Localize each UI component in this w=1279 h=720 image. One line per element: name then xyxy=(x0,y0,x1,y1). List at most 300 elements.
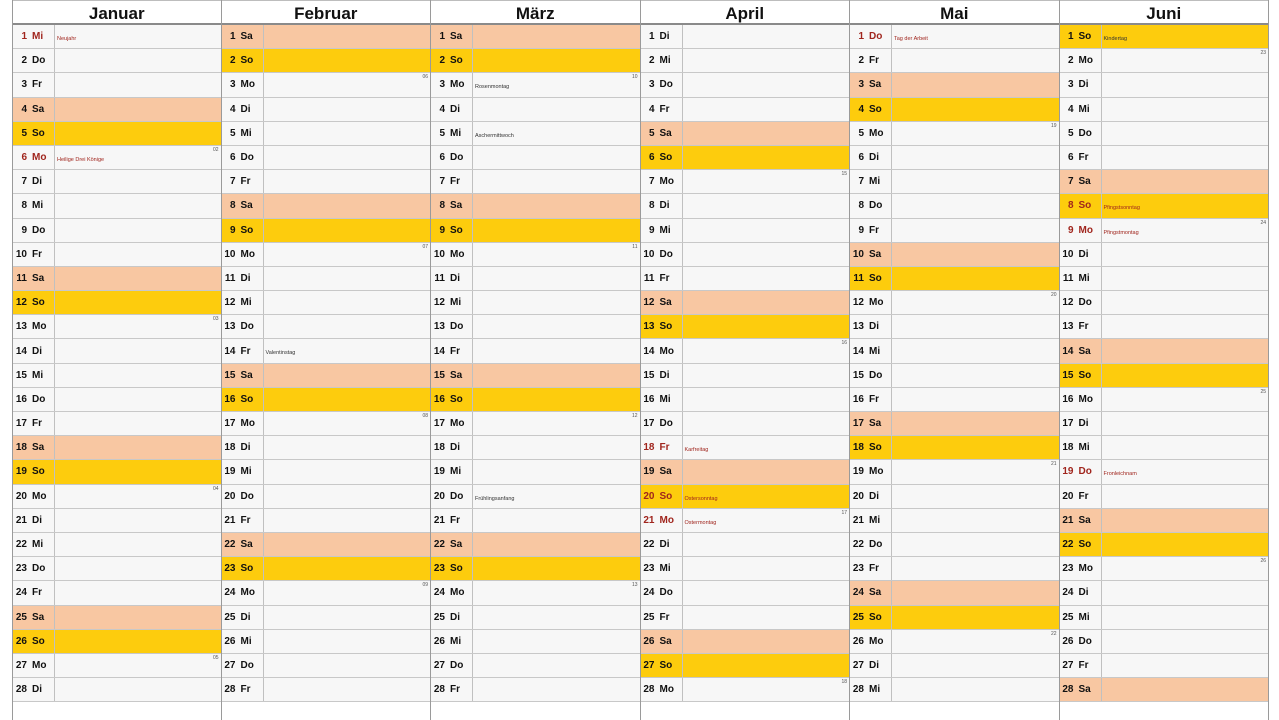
day-row[interactable] xyxy=(850,25,1059,49)
day-row[interactable] xyxy=(431,412,640,436)
day-row[interactable] xyxy=(222,267,431,291)
day-entry-cell[interactable] xyxy=(55,388,221,411)
day-row[interactable] xyxy=(222,557,431,581)
day-row[interactable] xyxy=(13,98,221,122)
day-entry-cell[interactable] xyxy=(683,73,850,96)
day-entry-cell[interactable] xyxy=(473,194,640,217)
day-entry-cell[interactable] xyxy=(473,98,640,121)
day-row[interactable] xyxy=(1060,339,1269,363)
day-row[interactable] xyxy=(1060,533,1269,557)
day-row[interactable] xyxy=(222,146,431,170)
day-row[interactable] xyxy=(431,460,640,484)
day-row[interactable] xyxy=(1060,460,1269,484)
day-row[interactable] xyxy=(850,267,1059,291)
day-entry-cell[interactable] xyxy=(473,146,640,169)
day-entry-cell[interactable] xyxy=(1102,364,1269,387)
day-entry-cell[interactable] xyxy=(55,219,221,242)
day-entry-cell[interactable] xyxy=(892,170,1059,193)
day-row[interactable] xyxy=(13,533,221,557)
day-row[interactable] xyxy=(222,678,431,702)
day-entry-cell[interactable] xyxy=(264,243,431,266)
day-row[interactable] xyxy=(222,339,431,363)
day-row[interactable] xyxy=(431,243,640,267)
day-entry-cell[interactable] xyxy=(55,25,221,48)
day-entry-cell[interactable] xyxy=(892,436,1059,459)
day-row[interactable] xyxy=(431,73,640,97)
day-entry-cell[interactable] xyxy=(473,581,640,604)
day-entry-cell[interactable] xyxy=(264,315,431,338)
day-row[interactable] xyxy=(431,364,640,388)
day-row[interactable] xyxy=(1060,678,1269,702)
day-entry-cell[interactable] xyxy=(473,460,640,483)
day-row[interactable] xyxy=(641,606,850,630)
day-row[interactable] xyxy=(431,170,640,194)
day-row[interactable] xyxy=(1060,606,1269,630)
day-entry-cell[interactable] xyxy=(1102,678,1269,701)
day-entry-cell[interactable] xyxy=(1102,460,1269,483)
day-entry-cell[interactable] xyxy=(55,460,221,483)
day-entry-cell[interactable] xyxy=(1102,339,1269,362)
day-row[interactable] xyxy=(1060,98,1269,122)
day-row[interactable] xyxy=(13,460,221,484)
day-row[interactable] xyxy=(641,581,850,605)
day-entry-cell[interactable] xyxy=(55,73,221,96)
day-entry-cell[interactable] xyxy=(683,243,850,266)
day-entry-cell[interactable] xyxy=(1102,436,1269,459)
day-row[interactable] xyxy=(222,194,431,218)
day-entry-cell[interactable] xyxy=(473,557,640,580)
day-row[interactable] xyxy=(1060,73,1269,97)
day-row[interactable] xyxy=(13,581,221,605)
day-entry-cell[interactable] xyxy=(683,170,850,193)
day-entry-cell[interactable] xyxy=(473,654,640,677)
day-entry-cell[interactable] xyxy=(473,364,640,387)
day-entry-cell[interactable] xyxy=(55,170,221,193)
day-row[interactable] xyxy=(431,654,640,678)
day-row[interactable] xyxy=(13,291,221,315)
day-row[interactable] xyxy=(850,436,1059,460)
day-entry-cell[interactable] xyxy=(55,146,221,169)
day-entry-cell[interactable] xyxy=(264,122,431,145)
day-entry-cell[interactable] xyxy=(1102,509,1269,532)
day-entry-cell[interactable] xyxy=(892,243,1059,266)
day-entry-cell[interactable] xyxy=(683,460,850,483)
day-row[interactable] xyxy=(431,122,640,146)
day-row[interactable] xyxy=(222,122,431,146)
day-entry-cell[interactable] xyxy=(892,412,1059,435)
day-row[interactable] xyxy=(431,533,640,557)
day-entry-cell[interactable] xyxy=(55,267,221,290)
day-row[interactable] xyxy=(222,243,431,267)
day-entry-cell[interactable] xyxy=(683,412,850,435)
day-row[interactable] xyxy=(13,146,221,170)
day-row[interactable] xyxy=(13,557,221,581)
day-row[interactable] xyxy=(431,581,640,605)
day-row[interactable] xyxy=(641,291,850,315)
day-row[interactable] xyxy=(641,630,850,654)
day-row[interactable] xyxy=(641,678,850,702)
day-entry-cell[interactable] xyxy=(264,557,431,580)
day-entry-cell[interactable] xyxy=(892,98,1059,121)
day-row[interactable] xyxy=(431,25,640,49)
day-row[interactable] xyxy=(431,678,640,702)
day-entry-cell[interactable] xyxy=(264,460,431,483)
day-entry-cell[interactable] xyxy=(264,194,431,217)
day-entry-cell[interactable] xyxy=(892,678,1059,701)
day-entry-cell[interactable] xyxy=(55,98,221,121)
day-entry-cell[interactable] xyxy=(683,339,850,362)
day-row[interactable] xyxy=(850,146,1059,170)
day-row[interactable] xyxy=(431,557,640,581)
day-entry-cell[interactable] xyxy=(683,654,850,677)
day-row[interactable] xyxy=(13,678,221,702)
day-entry-cell[interactable] xyxy=(892,581,1059,604)
day-row[interactable] xyxy=(641,98,850,122)
day-row[interactable] xyxy=(850,98,1059,122)
day-row[interactable] xyxy=(222,364,431,388)
day-entry-cell[interactable] xyxy=(892,460,1059,483)
day-row[interactable] xyxy=(1060,243,1269,267)
day-row[interactable] xyxy=(641,654,850,678)
day-row[interactable] xyxy=(641,219,850,243)
day-row[interactable] xyxy=(13,219,221,243)
day-entry-cell[interactable] xyxy=(892,194,1059,217)
day-row[interactable] xyxy=(850,49,1059,73)
day-row[interactable] xyxy=(1060,388,1269,412)
day-entry-cell[interactable] xyxy=(55,339,221,362)
day-entry-cell[interactable] xyxy=(892,267,1059,290)
day-entry-cell[interactable] xyxy=(473,243,640,266)
day-row[interactable] xyxy=(13,170,221,194)
day-row[interactable] xyxy=(641,146,850,170)
day-entry-cell[interactable] xyxy=(473,219,640,242)
day-entry-cell[interactable] xyxy=(473,436,640,459)
day-entry-cell[interactable] xyxy=(473,533,640,556)
day-entry-cell[interactable] xyxy=(1102,485,1269,508)
day-row[interactable] xyxy=(431,194,640,218)
day-entry-cell[interactable] xyxy=(473,606,640,629)
day-entry-cell[interactable] xyxy=(473,509,640,532)
day-row[interactable] xyxy=(1060,509,1269,533)
day-row[interactable] xyxy=(1060,49,1269,73)
day-entry-cell[interactable] xyxy=(683,678,850,701)
day-entry-cell[interactable] xyxy=(1102,194,1269,217)
day-entry-cell[interactable] xyxy=(892,364,1059,387)
day-row[interactable] xyxy=(13,339,221,363)
day-entry-cell[interactable] xyxy=(683,291,850,314)
day-entry-cell[interactable] xyxy=(55,243,221,266)
day-entry-cell[interactable] xyxy=(892,146,1059,169)
day-row[interactable] xyxy=(641,122,850,146)
day-row[interactable] xyxy=(641,557,850,581)
day-row[interactable] xyxy=(850,388,1059,412)
day-entry-cell[interactable] xyxy=(55,485,221,508)
day-entry-cell[interactable] xyxy=(892,388,1059,411)
day-entry-cell[interactable] xyxy=(55,315,221,338)
day-row[interactable] xyxy=(431,388,640,412)
day-entry-cell[interactable] xyxy=(473,49,640,72)
day-entry-cell[interactable] xyxy=(1102,606,1269,629)
day-row[interactable] xyxy=(222,412,431,436)
day-row[interactable] xyxy=(1060,315,1269,339)
day-row[interactable] xyxy=(850,73,1059,97)
day-entry-cell[interactable] xyxy=(55,291,221,314)
day-entry-cell[interactable] xyxy=(264,436,431,459)
day-entry-cell[interactable] xyxy=(1102,98,1269,121)
day-row[interactable] xyxy=(1060,146,1269,170)
day-entry-cell[interactable] xyxy=(473,315,640,338)
day-row[interactable] xyxy=(1060,412,1269,436)
day-row[interactable] xyxy=(850,581,1059,605)
day-row[interactable] xyxy=(1060,25,1269,49)
day-entry-cell[interactable] xyxy=(264,388,431,411)
day-row[interactable] xyxy=(222,25,431,49)
day-row[interactable] xyxy=(222,654,431,678)
day-entry-cell[interactable] xyxy=(892,122,1059,145)
day-row[interactable] xyxy=(641,25,850,49)
day-row[interactable] xyxy=(641,243,850,267)
day-row[interactable] xyxy=(222,509,431,533)
day-entry-cell[interactable] xyxy=(1102,49,1269,72)
day-row[interactable] xyxy=(850,122,1059,146)
day-entry-cell[interactable] xyxy=(264,146,431,169)
day-row[interactable] xyxy=(850,606,1059,630)
day-entry-cell[interactable] xyxy=(55,557,221,580)
day-entry-cell[interactable] xyxy=(55,581,221,604)
day-row[interactable] xyxy=(850,364,1059,388)
day-row[interactable] xyxy=(13,243,221,267)
day-entry-cell[interactable] xyxy=(55,678,221,701)
day-entry-cell[interactable] xyxy=(473,122,640,145)
day-row[interactable] xyxy=(641,364,850,388)
day-entry-cell[interactable] xyxy=(683,219,850,242)
day-row[interactable] xyxy=(13,436,221,460)
day-entry-cell[interactable] xyxy=(892,49,1059,72)
day-entry-cell[interactable] xyxy=(264,364,431,387)
day-row[interactable] xyxy=(1060,364,1269,388)
day-entry-cell[interactable] xyxy=(264,267,431,290)
day-entry-cell[interactable] xyxy=(1102,412,1269,435)
day-row[interactable] xyxy=(13,194,221,218)
day-entry-cell[interactable] xyxy=(892,654,1059,677)
day-row[interactable] xyxy=(1060,291,1269,315)
day-row[interactable] xyxy=(641,533,850,557)
day-row[interactable] xyxy=(13,606,221,630)
day-row[interactable] xyxy=(1060,436,1269,460)
day-row[interactable] xyxy=(1060,485,1269,509)
day-entry-cell[interactable] xyxy=(264,291,431,314)
day-row[interactable] xyxy=(222,219,431,243)
day-row[interactable] xyxy=(431,509,640,533)
day-entry-cell[interactable] xyxy=(683,194,850,217)
day-entry-cell[interactable] xyxy=(892,606,1059,629)
day-entry-cell[interactable] xyxy=(683,146,850,169)
day-entry-cell[interactable] xyxy=(1102,122,1269,145)
day-row[interactable] xyxy=(431,436,640,460)
day-row[interactable] xyxy=(850,485,1059,509)
day-row[interactable] xyxy=(850,412,1059,436)
day-row[interactable] xyxy=(641,170,850,194)
day-row[interactable] xyxy=(1060,654,1269,678)
day-row[interactable] xyxy=(850,557,1059,581)
day-row[interactable] xyxy=(850,315,1059,339)
day-entry-cell[interactable] xyxy=(473,485,640,508)
day-row[interactable] xyxy=(431,267,640,291)
day-row[interactable] xyxy=(1060,170,1269,194)
day-entry-cell[interactable] xyxy=(892,630,1059,653)
day-entry-cell[interactable] xyxy=(1102,170,1269,193)
day-row[interactable] xyxy=(13,630,221,654)
day-entry-cell[interactable] xyxy=(55,436,221,459)
day-row[interactable] xyxy=(850,243,1059,267)
day-entry-cell[interactable] xyxy=(683,533,850,556)
day-row[interactable] xyxy=(641,315,850,339)
day-row[interactable] xyxy=(13,267,221,291)
day-row[interactable] xyxy=(13,509,221,533)
day-entry-cell[interactable] xyxy=(1102,291,1269,314)
day-entry-cell[interactable] xyxy=(1102,654,1269,677)
day-row[interactable] xyxy=(1060,122,1269,146)
day-entry-cell[interactable] xyxy=(55,533,221,556)
day-row[interactable] xyxy=(222,533,431,557)
day-row[interactable] xyxy=(13,73,221,97)
day-entry-cell[interactable] xyxy=(1102,630,1269,653)
day-entry-cell[interactable] xyxy=(892,557,1059,580)
day-entry-cell[interactable] xyxy=(473,630,640,653)
day-row[interactable] xyxy=(641,339,850,363)
day-row[interactable] xyxy=(641,485,850,509)
day-row[interactable] xyxy=(641,509,850,533)
day-row[interactable] xyxy=(641,412,850,436)
day-entry-cell[interactable] xyxy=(1102,73,1269,96)
day-row[interactable] xyxy=(222,436,431,460)
day-row[interactable] xyxy=(222,73,431,97)
day-entry-cell[interactable] xyxy=(683,509,850,532)
day-entry-cell[interactable] xyxy=(683,49,850,72)
day-row[interactable] xyxy=(431,485,640,509)
day-row[interactable] xyxy=(850,654,1059,678)
day-row[interactable] xyxy=(641,460,850,484)
day-entry-cell[interactable] xyxy=(473,73,640,96)
day-entry-cell[interactable] xyxy=(473,388,640,411)
day-entry-cell[interactable] xyxy=(683,557,850,580)
day-entry-cell[interactable] xyxy=(683,436,850,459)
day-row[interactable] xyxy=(13,388,221,412)
day-row[interactable] xyxy=(431,98,640,122)
day-entry-cell[interactable] xyxy=(264,630,431,653)
day-row[interactable] xyxy=(222,291,431,315)
day-row[interactable] xyxy=(850,219,1059,243)
day-row[interactable] xyxy=(850,194,1059,218)
day-row[interactable] xyxy=(431,315,640,339)
day-entry-cell[interactable] xyxy=(683,98,850,121)
day-entry-cell[interactable] xyxy=(892,485,1059,508)
day-row[interactable] xyxy=(222,170,431,194)
day-entry-cell[interactable] xyxy=(473,170,640,193)
day-entry-cell[interactable] xyxy=(264,49,431,72)
day-entry-cell[interactable] xyxy=(1102,219,1269,242)
day-entry-cell[interactable] xyxy=(1102,146,1269,169)
day-entry-cell[interactable] xyxy=(264,678,431,701)
day-row[interactable] xyxy=(850,170,1059,194)
day-entry-cell[interactable] xyxy=(892,219,1059,242)
day-row[interactable] xyxy=(1060,267,1269,291)
day-row[interactable] xyxy=(641,194,850,218)
day-row[interactable] xyxy=(850,509,1059,533)
day-entry-cell[interactable] xyxy=(264,170,431,193)
day-row[interactable] xyxy=(1060,630,1269,654)
day-entry-cell[interactable] xyxy=(55,364,221,387)
day-row[interactable] xyxy=(222,98,431,122)
day-entry-cell[interactable] xyxy=(473,339,640,362)
day-row[interactable] xyxy=(222,581,431,605)
day-row[interactable] xyxy=(641,388,850,412)
day-entry-cell[interactable] xyxy=(683,630,850,653)
day-entry-cell[interactable] xyxy=(55,122,221,145)
day-entry-cell[interactable] xyxy=(683,315,850,338)
day-row[interactable] xyxy=(431,339,640,363)
day-entry-cell[interactable] xyxy=(683,25,850,48)
day-entry-cell[interactable] xyxy=(892,509,1059,532)
day-row[interactable] xyxy=(13,412,221,436)
day-entry-cell[interactable] xyxy=(892,291,1059,314)
day-row[interactable] xyxy=(641,436,850,460)
day-row[interactable] xyxy=(222,388,431,412)
day-entry-cell[interactable] xyxy=(473,678,640,701)
day-row[interactable] xyxy=(431,630,640,654)
day-row[interactable] xyxy=(222,315,431,339)
day-entry-cell[interactable] xyxy=(683,364,850,387)
day-entry-cell[interactable] xyxy=(264,25,431,48)
day-entry-cell[interactable] xyxy=(1102,557,1269,580)
day-entry-cell[interactable] xyxy=(55,412,221,435)
day-entry-cell[interactable] xyxy=(264,485,431,508)
day-row[interactable] xyxy=(850,533,1059,557)
day-row[interactable] xyxy=(222,606,431,630)
day-entry-cell[interactable] xyxy=(264,533,431,556)
day-row[interactable] xyxy=(641,73,850,97)
day-row[interactable] xyxy=(431,49,640,73)
day-entry-cell[interactable] xyxy=(473,267,640,290)
day-entry-cell[interactable] xyxy=(1102,533,1269,556)
day-entry-cell[interactable] xyxy=(1102,243,1269,266)
day-row[interactable] xyxy=(850,339,1059,363)
day-entry-cell[interactable] xyxy=(1102,581,1269,604)
day-row[interactable] xyxy=(431,606,640,630)
day-entry-cell[interactable] xyxy=(55,630,221,653)
day-row[interactable] xyxy=(13,485,221,509)
day-entry-cell[interactable] xyxy=(264,339,431,362)
day-entry-cell[interactable] xyxy=(1102,315,1269,338)
day-entry-cell[interactable] xyxy=(264,509,431,532)
day-entry-cell[interactable] xyxy=(892,25,1059,48)
day-entry-cell[interactable] xyxy=(264,654,431,677)
day-entry-cell[interactable] xyxy=(892,315,1059,338)
day-entry-cell[interactable] xyxy=(264,219,431,242)
day-row[interactable] xyxy=(850,291,1059,315)
day-row[interactable] xyxy=(641,267,850,291)
day-row[interactable] xyxy=(431,146,640,170)
day-entry-cell[interactable] xyxy=(55,194,221,217)
day-entry-cell[interactable] xyxy=(683,485,850,508)
day-entry-cell[interactable] xyxy=(55,606,221,629)
day-row[interactable] xyxy=(13,315,221,339)
day-row[interactable] xyxy=(641,49,850,73)
day-row[interactable] xyxy=(1060,219,1269,243)
day-entry-cell[interactable] xyxy=(264,98,431,121)
day-entry-cell[interactable] xyxy=(892,339,1059,362)
day-row[interactable] xyxy=(850,460,1059,484)
